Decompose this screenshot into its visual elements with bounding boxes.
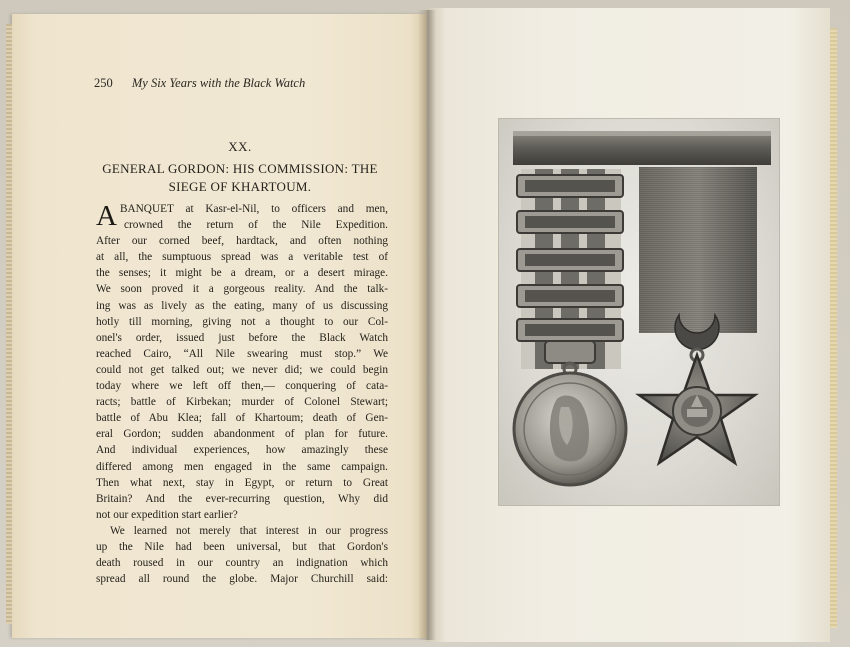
text-line: spread all round the globe. Major Churchill said: bbox=[96, 573, 388, 586]
running-title: My Six Years with the Black Watch bbox=[131, 76, 306, 90]
medals-photo-plate bbox=[498, 118, 780, 506]
book-gutter bbox=[418, 10, 436, 640]
text-line: today where we left off then,— conquering of cata- bbox=[96, 380, 388, 393]
text-line: not our expedition start earlier? bbox=[96, 508, 238, 521]
text-line: eral Gordon; sudden abandonment of plan for future. bbox=[96, 428, 388, 441]
medals-photograph bbox=[499, 119, 779, 505]
body-text bbox=[96, 201, 388, 587]
text-line: We learned not merely that interest in our progress bbox=[110, 524, 388, 537]
text-line: ing was as lively as the eating, many of us discussing bbox=[96, 299, 388, 312]
text-line: onel's order, issued just before the Black Watch bbox=[96, 331, 388, 344]
text-line: differed among men engaged in the same campaign. bbox=[96, 460, 388, 473]
text-line: could not get talked out; we never did; we could begin bbox=[96, 363, 388, 376]
text-line: We soon proved it a gorgeous reality. And the talk- bbox=[96, 283, 388, 296]
text-line: Then what next, stay in Egypt, or return to Great bbox=[96, 476, 388, 489]
text-line: at all, the sumptuous spread was a veritable test of bbox=[96, 251, 388, 264]
text-line: reached Cairo, “All Nile swearing must stop.” We bbox=[96, 347, 388, 360]
text-line: After our corned beef, hardtack, and often nothing bbox=[96, 235, 388, 248]
text-line: Britain? And the ever-recurring question, Why did bbox=[96, 492, 388, 505]
page-number: 250 bbox=[94, 76, 113, 90]
chapter-title-line: SIEGE OF KHARTOUM. bbox=[168, 179, 312, 194]
text-line: battle of Abu Klea; fall of Khartoum; death of Gen- bbox=[96, 412, 388, 425]
drop-cap: A bbox=[96, 200, 117, 232]
chapter-title bbox=[96, 160, 384, 196]
running-head bbox=[94, 76, 394, 91]
text-line: hotly till morning, giving not a thought to our Col- bbox=[96, 315, 388, 328]
text-line: death roused in our country an indignation which bbox=[96, 557, 388, 570]
text-line: And individual experiences, how amazingly these bbox=[96, 444, 388, 457]
text-line: the senses; it might be a dream, or a desert mirage. bbox=[96, 267, 388, 280]
text-line: racts; battle of Kirbekan; murder of Colonel Stewart; bbox=[96, 396, 388, 409]
text-line: up the Nile had been universal, but that Gordon's bbox=[96, 540, 388, 553]
text-line: BANQUET at Kasr-el-Nil, to officers and men, bbox=[119, 203, 388, 215]
suspension-bar bbox=[513, 131, 771, 165]
text-line: crowned the return of the Nile Expedition. bbox=[124, 219, 388, 232]
chapter-number: XX. bbox=[228, 139, 252, 154]
chapter-title-line: GENERAL GORDON: HIS COMMISSION: THE bbox=[102, 161, 378, 176]
